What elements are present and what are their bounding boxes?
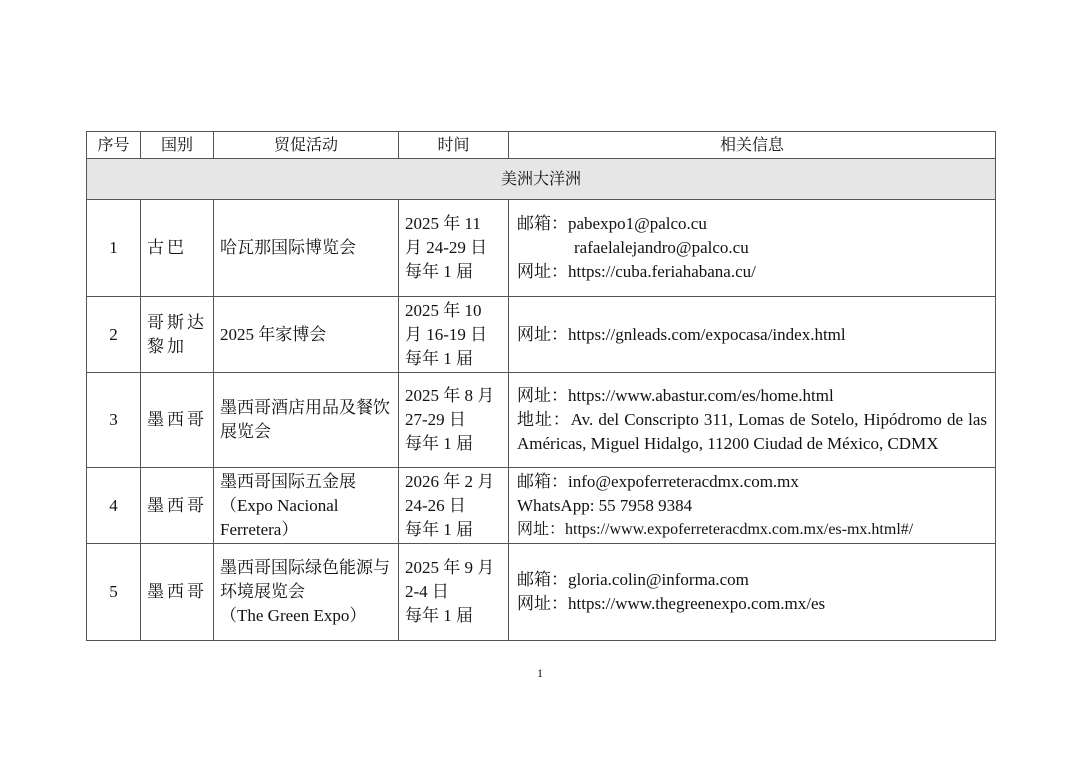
page-number: 1 xyxy=(537,666,543,680)
section-title: 美洲大洋洲 xyxy=(87,159,996,200)
section-row xyxy=(87,159,996,200)
row-index: 4 xyxy=(87,468,141,544)
row-time xyxy=(399,373,509,468)
table-row xyxy=(87,373,996,468)
table-header-row xyxy=(87,132,996,159)
website-text: 网址：https://cuba.feriahabana.cu/ xyxy=(517,262,756,281)
row-time xyxy=(399,200,509,297)
row-time xyxy=(399,297,509,373)
row-info xyxy=(509,200,996,297)
event-line: 墨西哥国际绿色能源与环境展览会 xyxy=(220,558,390,601)
website-text: 网址：https://gnleads.com/expocasa/index.html xyxy=(517,324,846,344)
header-event: 贸促活动 xyxy=(214,132,399,159)
time-line: 2025 年 10 xyxy=(405,300,482,320)
email-text: 邮箱：info@expoferreteracdmx.com.mx xyxy=(517,471,799,491)
email-text: rafaelalejandro@palco.cu xyxy=(574,238,749,257)
event-line: （The Green Expo） xyxy=(220,606,367,625)
row-info xyxy=(509,468,996,544)
table-row xyxy=(87,297,996,373)
time-line: 每年 1 届 xyxy=(405,519,473,539)
row-index: 3 xyxy=(87,373,141,468)
row-index: 5 xyxy=(87,544,141,641)
row-event xyxy=(214,200,399,297)
email-text: 邮箱：pabexpo1@palco.cu xyxy=(517,214,707,233)
header-time: 时间 xyxy=(399,132,509,159)
trade-events-table xyxy=(86,131,996,641)
row-event xyxy=(214,544,399,641)
row-event xyxy=(214,297,399,373)
event-line: 墨西哥国际五金展 xyxy=(220,471,356,491)
header-country: 国别 xyxy=(141,132,214,159)
time-line: 每年 1 届 xyxy=(405,606,473,625)
row-info xyxy=(509,544,996,641)
time-line: 2025 年 11 xyxy=(405,214,481,233)
row-info xyxy=(509,373,996,468)
website-text: 网址：https://www.expoferreteracdmx.com.mx/es-mx.html#/ xyxy=(517,520,914,538)
row-index: 1 xyxy=(87,200,141,297)
time-line: 2025 年 9 月 xyxy=(405,558,495,577)
row-time xyxy=(399,468,509,544)
time-line: 每年 1 届 xyxy=(405,262,473,281)
table-row xyxy=(87,200,996,297)
row-event xyxy=(214,373,399,468)
time-line: 2026 年 2 月 xyxy=(405,471,495,491)
table-row xyxy=(87,544,996,641)
event-line: Ferretera） xyxy=(220,519,299,539)
row-time xyxy=(399,544,509,641)
row-index: 2 xyxy=(87,297,141,373)
row-country: 墨西哥 xyxy=(141,544,214,641)
row-info xyxy=(509,297,996,373)
time-line: 2025 年 8 月 xyxy=(405,386,495,405)
time-line: 2-4 日 xyxy=(405,582,449,601)
event-line: （Expo Nacional xyxy=(220,495,339,515)
time-line: 每年 1 届 xyxy=(405,348,473,368)
whatsapp-text: WhatsApp: 55 7958 9384 xyxy=(517,495,693,515)
time-line: 月 24-29 日 xyxy=(405,238,488,257)
event-line: 墨西哥酒店用品及餐饮展览会 xyxy=(220,398,390,441)
time-line: 27-29 日 xyxy=(405,410,466,429)
event-line: 2025 年家博会 xyxy=(220,324,327,344)
time-line: 每年 1 届 xyxy=(405,434,473,453)
row-event xyxy=(214,468,399,544)
header-index: 序号 xyxy=(87,132,141,159)
email-text: 邮箱：gloria.colin@informa.com xyxy=(517,570,749,589)
time-line: 24-26 日 xyxy=(405,495,466,515)
time-line: 月 16-19 日 xyxy=(405,324,488,344)
website-text: 网址：https://www.thegreenexpo.com.mx/es xyxy=(517,594,826,613)
row-country: 墨西哥 xyxy=(141,373,214,468)
row-country: 古巴 xyxy=(141,200,214,297)
event-line: 哈瓦那国际博览会 xyxy=(220,238,356,257)
header-info: 相关信息 xyxy=(509,132,996,159)
table-row xyxy=(87,468,996,544)
row-country: 墨西哥 xyxy=(141,468,214,544)
address-text: 地址：Av. del Conscripto 311, Lomas de Sotelo, Hipódromo de las Américas, Miguel Hidalgo, 11200 Ciudad de México, CDMX xyxy=(517,410,987,453)
row-country: 哥斯达黎加 xyxy=(141,297,214,373)
website-text: 网址：https://www.abastur.com/es/home.html xyxy=(517,386,834,405)
